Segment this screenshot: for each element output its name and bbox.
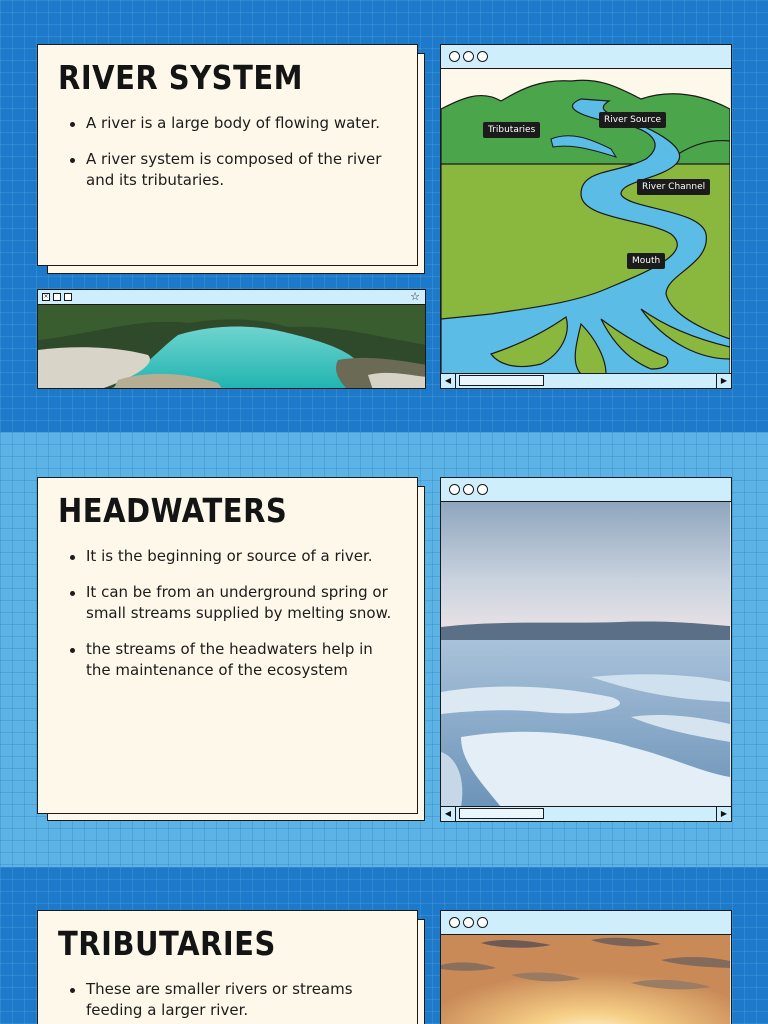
diagram-label-tributaries: Tributaries — [483, 122, 540, 138]
horizontal-scrollbar[interactable] — [441, 373, 731, 388]
scrollbar-thumb[interactable] — [459, 808, 544, 819]
diagram-label-mouth: Mouth — [627, 253, 665, 269]
window-control-dot-icon[interactable] — [449, 51, 460, 62]
window-titlebar — [38, 290, 425, 305]
maximize-icon[interactable] — [64, 293, 72, 301]
window-control-dot-icon[interactable] — [463, 917, 474, 928]
river-system-card — [37, 44, 418, 266]
window-control-dot-icon[interactable] — [449, 484, 460, 495]
window-control-dot-icon[interactable] — [463, 51, 474, 62]
diagram-label-river-source: River Source — [599, 112, 666, 128]
window-titlebar — [441, 45, 731, 69]
right-arrow-icon[interactable]: ▶ — [716, 374, 731, 388]
window-control-dot-icon[interactable] — [449, 917, 460, 928]
bullet-item: It can be from an underground spring or small streams supplied by melting snow. — [70, 582, 397, 624]
left-arrow-icon[interactable]: ◀ — [441, 807, 456, 821]
section-title: HEADWATERS — [58, 491, 288, 530]
tributaries-photo-window — [440, 910, 732, 1024]
headwaters-photo-window — [440, 477, 732, 822]
horizontal-scrollbar[interactable] — [441, 806, 731, 821]
window-titlebar — [441, 478, 731, 502]
bullet-item: A river system is composed of the river and its tributaries. — [70, 149, 397, 191]
bullet-item: the streams of the headwaters help in the maintenance of the ecosystem — [70, 639, 397, 681]
scrollbar-thumb[interactable] — [459, 375, 544, 386]
river-diagram-window — [440, 44, 732, 389]
window-titlebar — [441, 911, 731, 935]
sunset-sky-photo — [441, 935, 730, 1024]
star-icon[interactable]: ☆ — [410, 290, 420, 303]
left-arrow-icon[interactable]: ◀ — [441, 374, 456, 388]
right-arrow-icon[interactable]: ▶ — [716, 807, 731, 821]
close-icon[interactable]: × — [43, 293, 49, 300]
bullet-item: A river is a large body of flowing water. — [70, 113, 397, 134]
window-control-dot-icon[interactable] — [463, 484, 474, 495]
bullet-list — [70, 113, 397, 191]
window-control-dot-icon[interactable] — [477, 917, 488, 928]
frozen-lake-photo — [441, 502, 730, 807]
tributaries-card — [37, 910, 418, 1024]
headwaters-card — [37, 477, 418, 814]
section-title: RIVER SYSTEM — [58, 58, 304, 97]
bullet-list — [70, 546, 397, 681]
minimize-icon[interactable] — [53, 293, 61, 301]
window-control-dot-icon[interactable] — [477, 51, 488, 62]
section-title: TRIBUTARIES — [58, 924, 276, 963]
river-system-diagram — [441, 69, 730, 374]
window-control-dot-icon[interactable] — [477, 484, 488, 495]
diagram-label-river-channel: River Channel — [637, 179, 710, 195]
bullet-list — [70, 979, 397, 1021]
river-photo-window — [37, 289, 426, 389]
river-gorge-photo — [38, 305, 426, 389]
bullet-item: It is the beginning or source of a river. — [70, 546, 397, 567]
bullet-item: These are smaller rivers or streams feeding a larger river. — [70, 979, 397, 1021]
